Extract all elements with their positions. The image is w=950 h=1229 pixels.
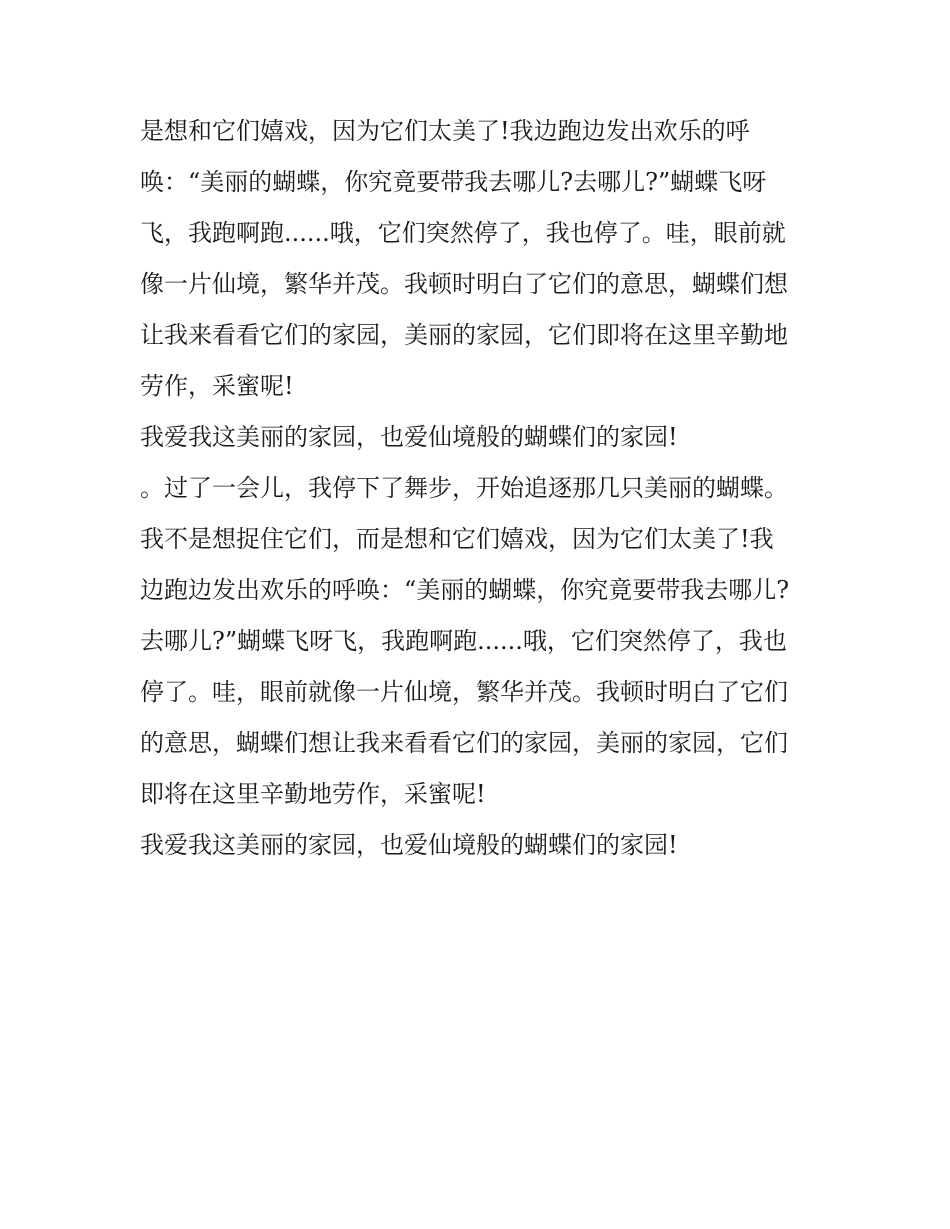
text-line-8: 。过了一会儿，我停下了舞步，开始追逐那几只美丽的蝴蝶。 [140, 474, 788, 502]
text-line-7: 我爱我这美丽的家园，也爱仙境般的蝴蝶们的家园! [140, 423, 678, 451]
text-line-2: 唤：“美丽的蝴蝶，你究竟要带我去哪儿?去哪儿?”蝴蝶飞呀 [140, 168, 767, 196]
text-line-11: 去哪儿?”蝴蝶飞呀飞，我跑啊跑......哦，它们突然停了，我也 [140, 627, 787, 655]
body-text [140, 106, 820, 871]
text-line-10: 边跑边发出欢乐的呼唤：“美丽的蝴蝶，你究竟要带我去哪儿? [140, 576, 790, 604]
text-line-9: 我不是想捉住它们，而是想和它们嬉戏，因为它们太美了!我 [140, 525, 774, 553]
text-line-1: 是想和它们嬉戏，因为它们太美了!我边跑边发出欢乐的呼 [140, 117, 750, 145]
text-line-14: 即将在这里辛勤地劳作，采蜜呢! [140, 780, 486, 808]
text-line-6: 劳作，采蜜呢! [140, 372, 294, 400]
text-line-13: 的意思，蝴蝶们想让我来看看它们的家园，美丽的家园，它们 [140, 729, 788, 757]
text-line-15: 我爱我这美丽的家园，也爱仙境般的蝴蝶们的家园! [140, 831, 678, 859]
text-line-3: 飞，我跑啊跑......哦，它们突然停了，我也停了。哇，眼前就 [140, 219, 786, 247]
text-line-4: 像一片仙境，繁华并茂。我顿时明白了它们的意思，蝴蝶们想 [140, 270, 788, 298]
text-line-5: 让我来看看它们的家园，美丽的家园，它们即将在这里辛勤地 [140, 321, 788, 349]
text-line-12: 停了。哇，眼前就像一片仙境，繁华并茂。我顿时明白了它们 [140, 678, 788, 706]
